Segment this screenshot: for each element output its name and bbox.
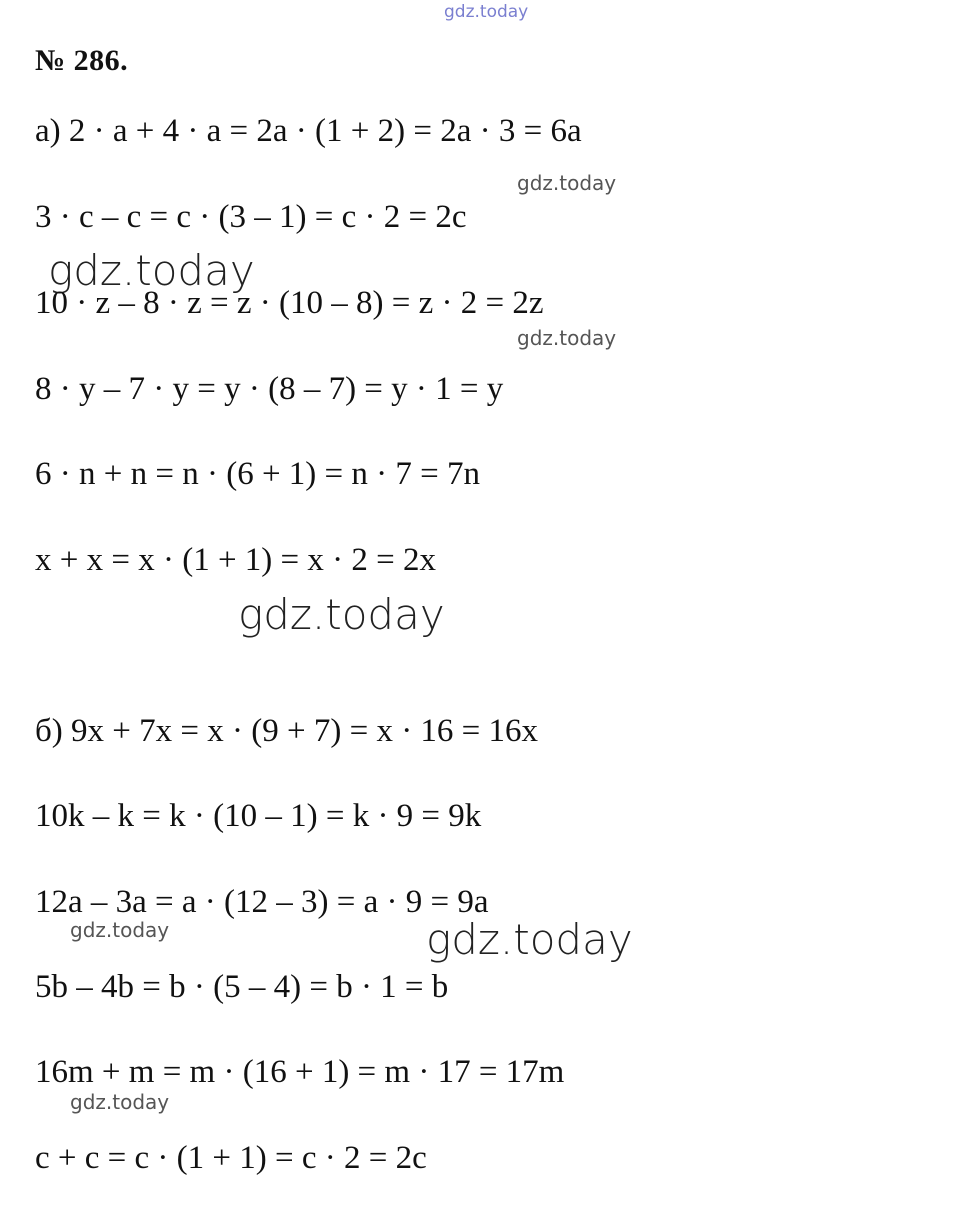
watermark: gdz.today: [517, 171, 617, 195]
equation-b-5: 16m + m = m · (16 + 1) = m · 17 = 17m: [35, 1054, 565, 1090]
watermark: gdz.today: [426, 915, 633, 964]
equation-b-3: 12a – 3a = a · (12 – 3) = a · 9 = 9a: [35, 884, 489, 920]
equation-b-4: 5b – 4b = b · (5 – 4) = b · 1 = b: [35, 969, 449, 1005]
watermark: gdz.today: [517, 326, 617, 350]
equation-a-4: 8 · y – 7 · y = y · (8 – 7) = y · 1 = y: [35, 371, 504, 407]
watermark: gdz.today: [70, 1090, 170, 1114]
watermark: gdz.today: [238, 590, 445, 639]
equation-a-2: 3 · c – c = c · (3 – 1) = c · 2 = 2c: [35, 199, 467, 235]
equation-a-3: 10 · z – 8 · z = z · (10 – 8) = z · 2 = 2z: [35, 285, 544, 321]
watermark: gdz.today: [70, 918, 170, 942]
equation-b-1: б) 9x + 7x = x · (9 + 7) = x · 16 = 16x: [35, 713, 539, 749]
equation-a-1: а) 2 · a + 4 · a = 2a · (1 + 2) = 2a · 3 = 6a: [35, 113, 582, 149]
equation-b-2: 10k – k = k · (10 – 1) = k · 9 = 9k: [35, 798, 482, 834]
equation-a-5: 6 · n + n = n · (6 + 1) = n · 7 = 7n: [35, 456, 481, 492]
problem-title: № 286.: [35, 44, 129, 77]
equation-a-6: x + x = x · (1 + 1) = x · 2 = 2x: [35, 542, 437, 578]
watermark: gdz.today: [48, 246, 255, 295]
equation-b-6: c + c = c · (1 + 1) = c · 2 = 2c: [35, 1140, 427, 1176]
watermark-top: gdz.today: [444, 2, 529, 22]
